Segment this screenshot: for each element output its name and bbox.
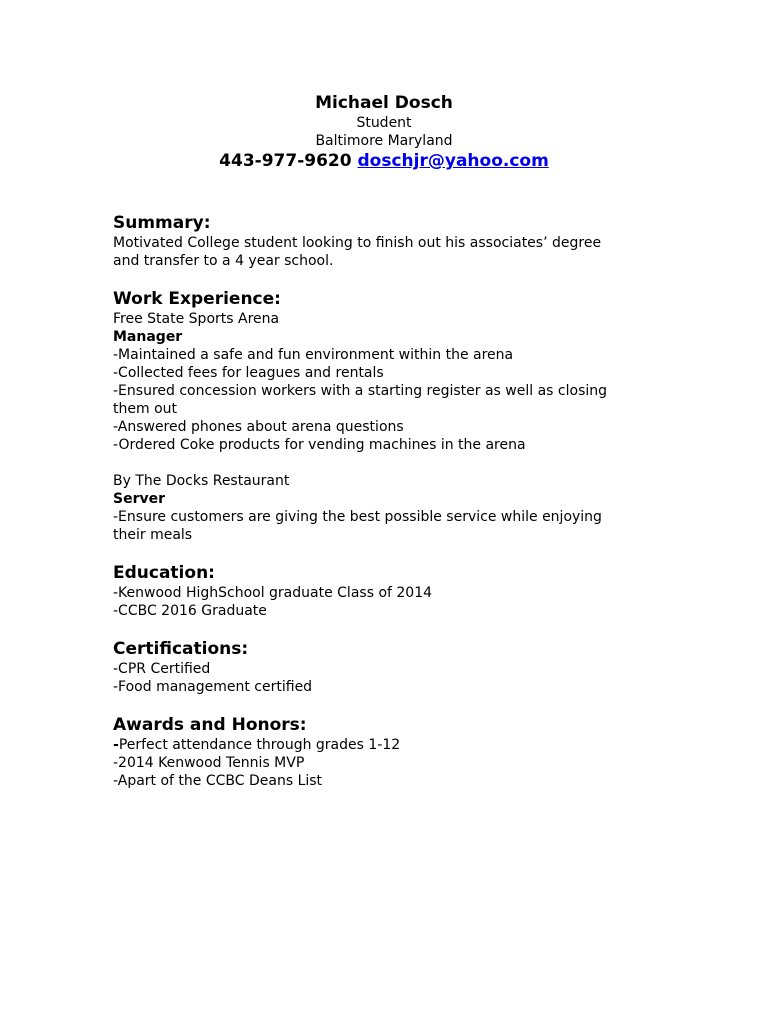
- certification-item: -CPR Certified: [113, 661, 211, 677]
- summary-line: and transfer to a 4 year school.: [113, 253, 334, 269]
- job-role: Manager: [113, 329, 183, 345]
- resume-body: [113, 212, 673, 790]
- awards-heading: Awards and Honors:: [113, 715, 307, 735]
- job-duty: their meals: [113, 527, 193, 543]
- job-duty: -Answered phones about arena questions: [113, 419, 404, 435]
- applicant-title: Student: [356, 115, 412, 131]
- award-item: [113, 736, 673, 754]
- award-text: Perfect attendance through grades 1-12: [118, 737, 401, 753]
- job-duty: -Ensured concession workers with a starting register as well as closing: [113, 383, 608, 399]
- job-duty: -Ordered Coke products for vending machines in the arena: [113, 437, 526, 453]
- education-heading: Education:: [113, 563, 215, 583]
- employer-name: Free State Sports Arena: [113, 311, 280, 327]
- award-item: -2014 Kenwood Tennis MVP: [113, 755, 305, 771]
- resume-header: [0, 92, 768, 172]
- job-duty: them out: [113, 401, 177, 417]
- education-item: -CCBC 2016 Graduate: [113, 603, 267, 619]
- job-duty: -Collected fees for leagues and rentals: [113, 365, 384, 381]
- education-item: -Kenwood HighSchool graduate Class of 2014: [113, 585, 433, 601]
- summary-heading: Summary:: [113, 213, 211, 233]
- award-item: -Apart of the CCBC Deans List: [113, 773, 323, 789]
- certification-item: -Food management certified: [113, 679, 313, 695]
- summary-line: Motivated College student looking to finish out his associates’ degree: [113, 235, 602, 251]
- contact-line: [0, 150, 768, 172]
- award-dash: -: [113, 737, 119, 753]
- employer-name: By The Docks Restaurant: [113, 473, 290, 489]
- job-role: Server: [113, 491, 166, 507]
- applicant-location: Baltimore Maryland: [315, 133, 453, 149]
- job-duty: -Maintained a safe and fun environment within the arena: [113, 347, 514, 363]
- work-heading: Work Experience:: [113, 289, 281, 309]
- email-link[interactable]: doschjr@yahoo.com: [357, 151, 549, 171]
- applicant-name: Michael Dosch: [315, 93, 453, 113]
- phone-number: 443-977-9620: [219, 151, 352, 171]
- job-duty: -Ensure customers are giving the best possible service while enjoying: [113, 509, 602, 525]
- certifications-heading: Certifications:: [113, 639, 249, 659]
